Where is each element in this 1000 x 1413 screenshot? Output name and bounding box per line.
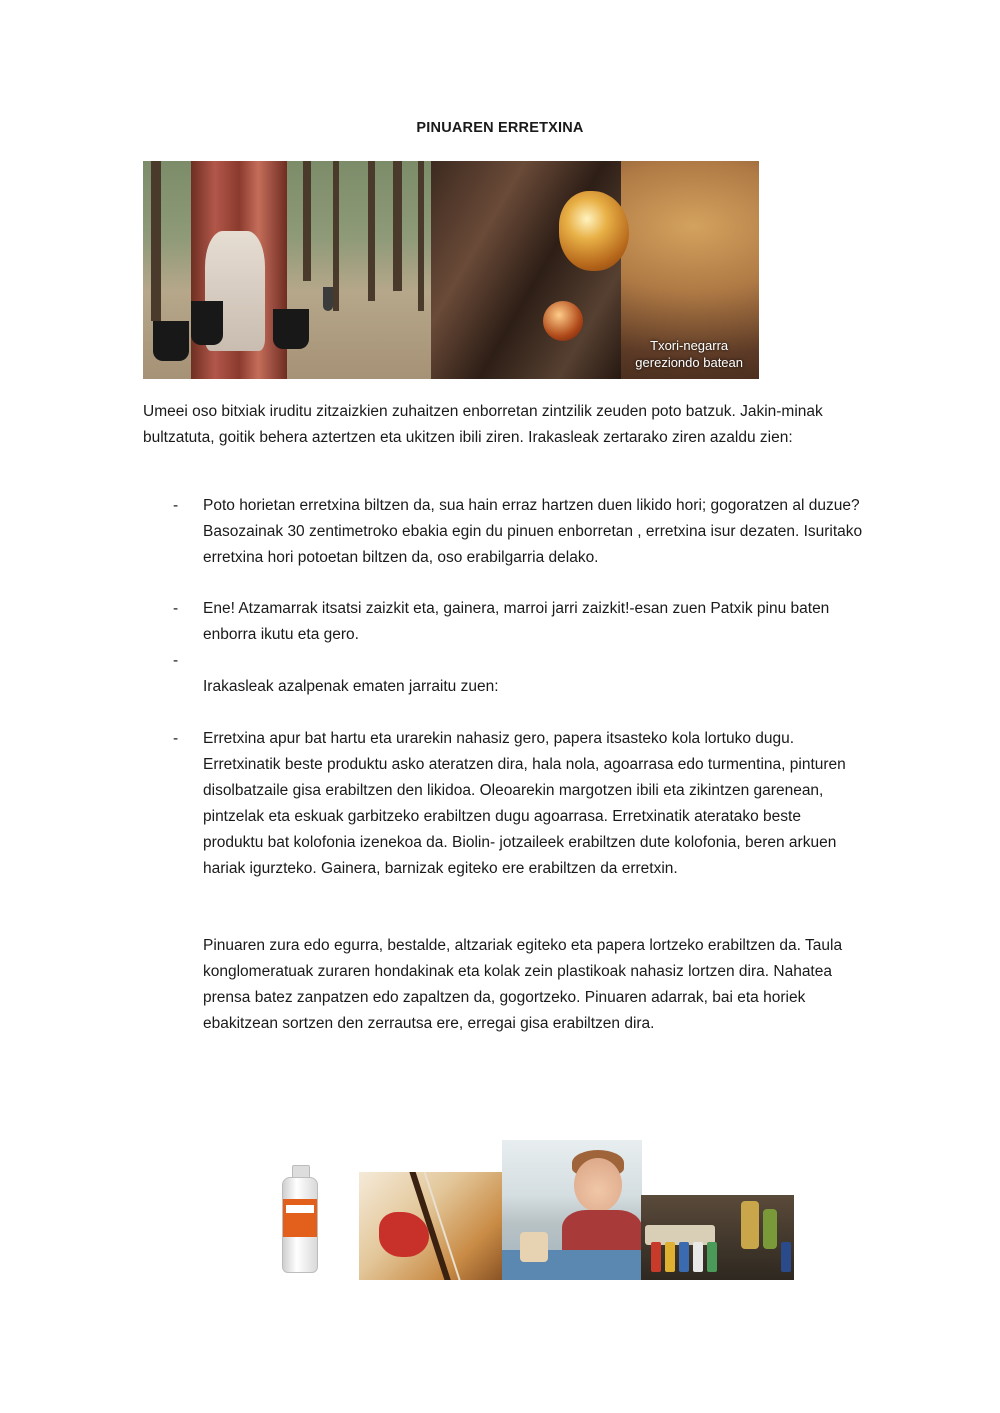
wood-paragraph: Pinuaren zura edo egurra, bestalde, altzariak egiteko eta papera lortzeko erabiltzen da. Taula konglomeratuak zuraren hondakinak eta kolak zein plastikoak nahasiz lortzen dira. Nahatea prensa batez zanpatzen edo zapaltzen da, gogortzeko. Pinuaren adarrak, bai eta horiek ebakitzean sortzen den zerrautsa ere, erregai gisa erabiltzen dira.	[203, 937, 843, 1032]
list-item	[173, 493, 863, 571]
list-item	[173, 596, 863, 648]
resin-drop-photo	[431, 161, 759, 379]
list-dash: -	[173, 600, 179, 617]
intro-paragraph: Umeei oso bitxiak iruditu zitzaizkien zuhaitzen enborretan zintzilik zeuden poto batzuk. Jakin-minak bultzatuta, goitik behera aztertzen eta ukitzen ibili ziren. Irakasleak zertarako ziren azaldu zien:	[143, 403, 823, 446]
list-dash: -	[173, 652, 179, 669]
list-dash: -	[173, 497, 179, 514]
turpentine-bottle-image	[280, 1165, 320, 1273]
list-item-text: Erretxina apur bat hartu eta urarekin nahasiz gero, papera itsasteko kola lortuko dugu. Erretxinatik beste produktu asko ateratzen dira, hala nola, agoarrasa edo turmentina, pinturen disolbatzaile gisa erabiltzen den likidoa. Oleoarekin margotzen ibili eta zikintzen garenean, pintzelak eta eskuak garbitzeko erabiltzen dugu agoarrasa. Erretxinatik ateratako beste produktu bat kolofonia izenekoa da. Biolin- jotzaileek erabiltzen dute kolofonia, beren arkuen hariak igurzteko. Gainera, barnizak egiteko ere erabiltzen da erretxin.	[203, 730, 846, 877]
page-title: PINUAREN ERRETXINA	[416, 120, 584, 136]
child-painting-image	[502, 1140, 642, 1280]
photo-caption: Txori-negarra gereziondo batean	[635, 338, 743, 370]
violin-bow-image	[359, 1172, 502, 1280]
oil-paints-image	[641, 1195, 794, 1280]
resin-photo	[143, 161, 759, 379]
list-dash: -	[173, 730, 179, 747]
list-item-text: Ene! Atzamarrak itsatsi zaizkit eta, gainera, marroi jarri zaizkit!-esan zuen Patxik pinu baten enborra ikutu eta gero.	[203, 600, 830, 643]
list-item	[173, 726, 863, 882]
list-item-text: Poto horietan erretxina biltzen da, sua hain erraz hartzen duen likido hori; gogoratzen al duzue? Basozainak 30 zentimetroko ebakia egin du pinuen enborretan , erretxina isur dezaten. Isuritako erretxina hori potoetan biltzen da, oso erabilgarria delako.	[203, 497, 863, 566]
continue-text: Irakasleak azalpenak ematen jarraitu zuen:	[203, 678, 499, 695]
pine-trunk-photo	[143, 161, 431, 379]
